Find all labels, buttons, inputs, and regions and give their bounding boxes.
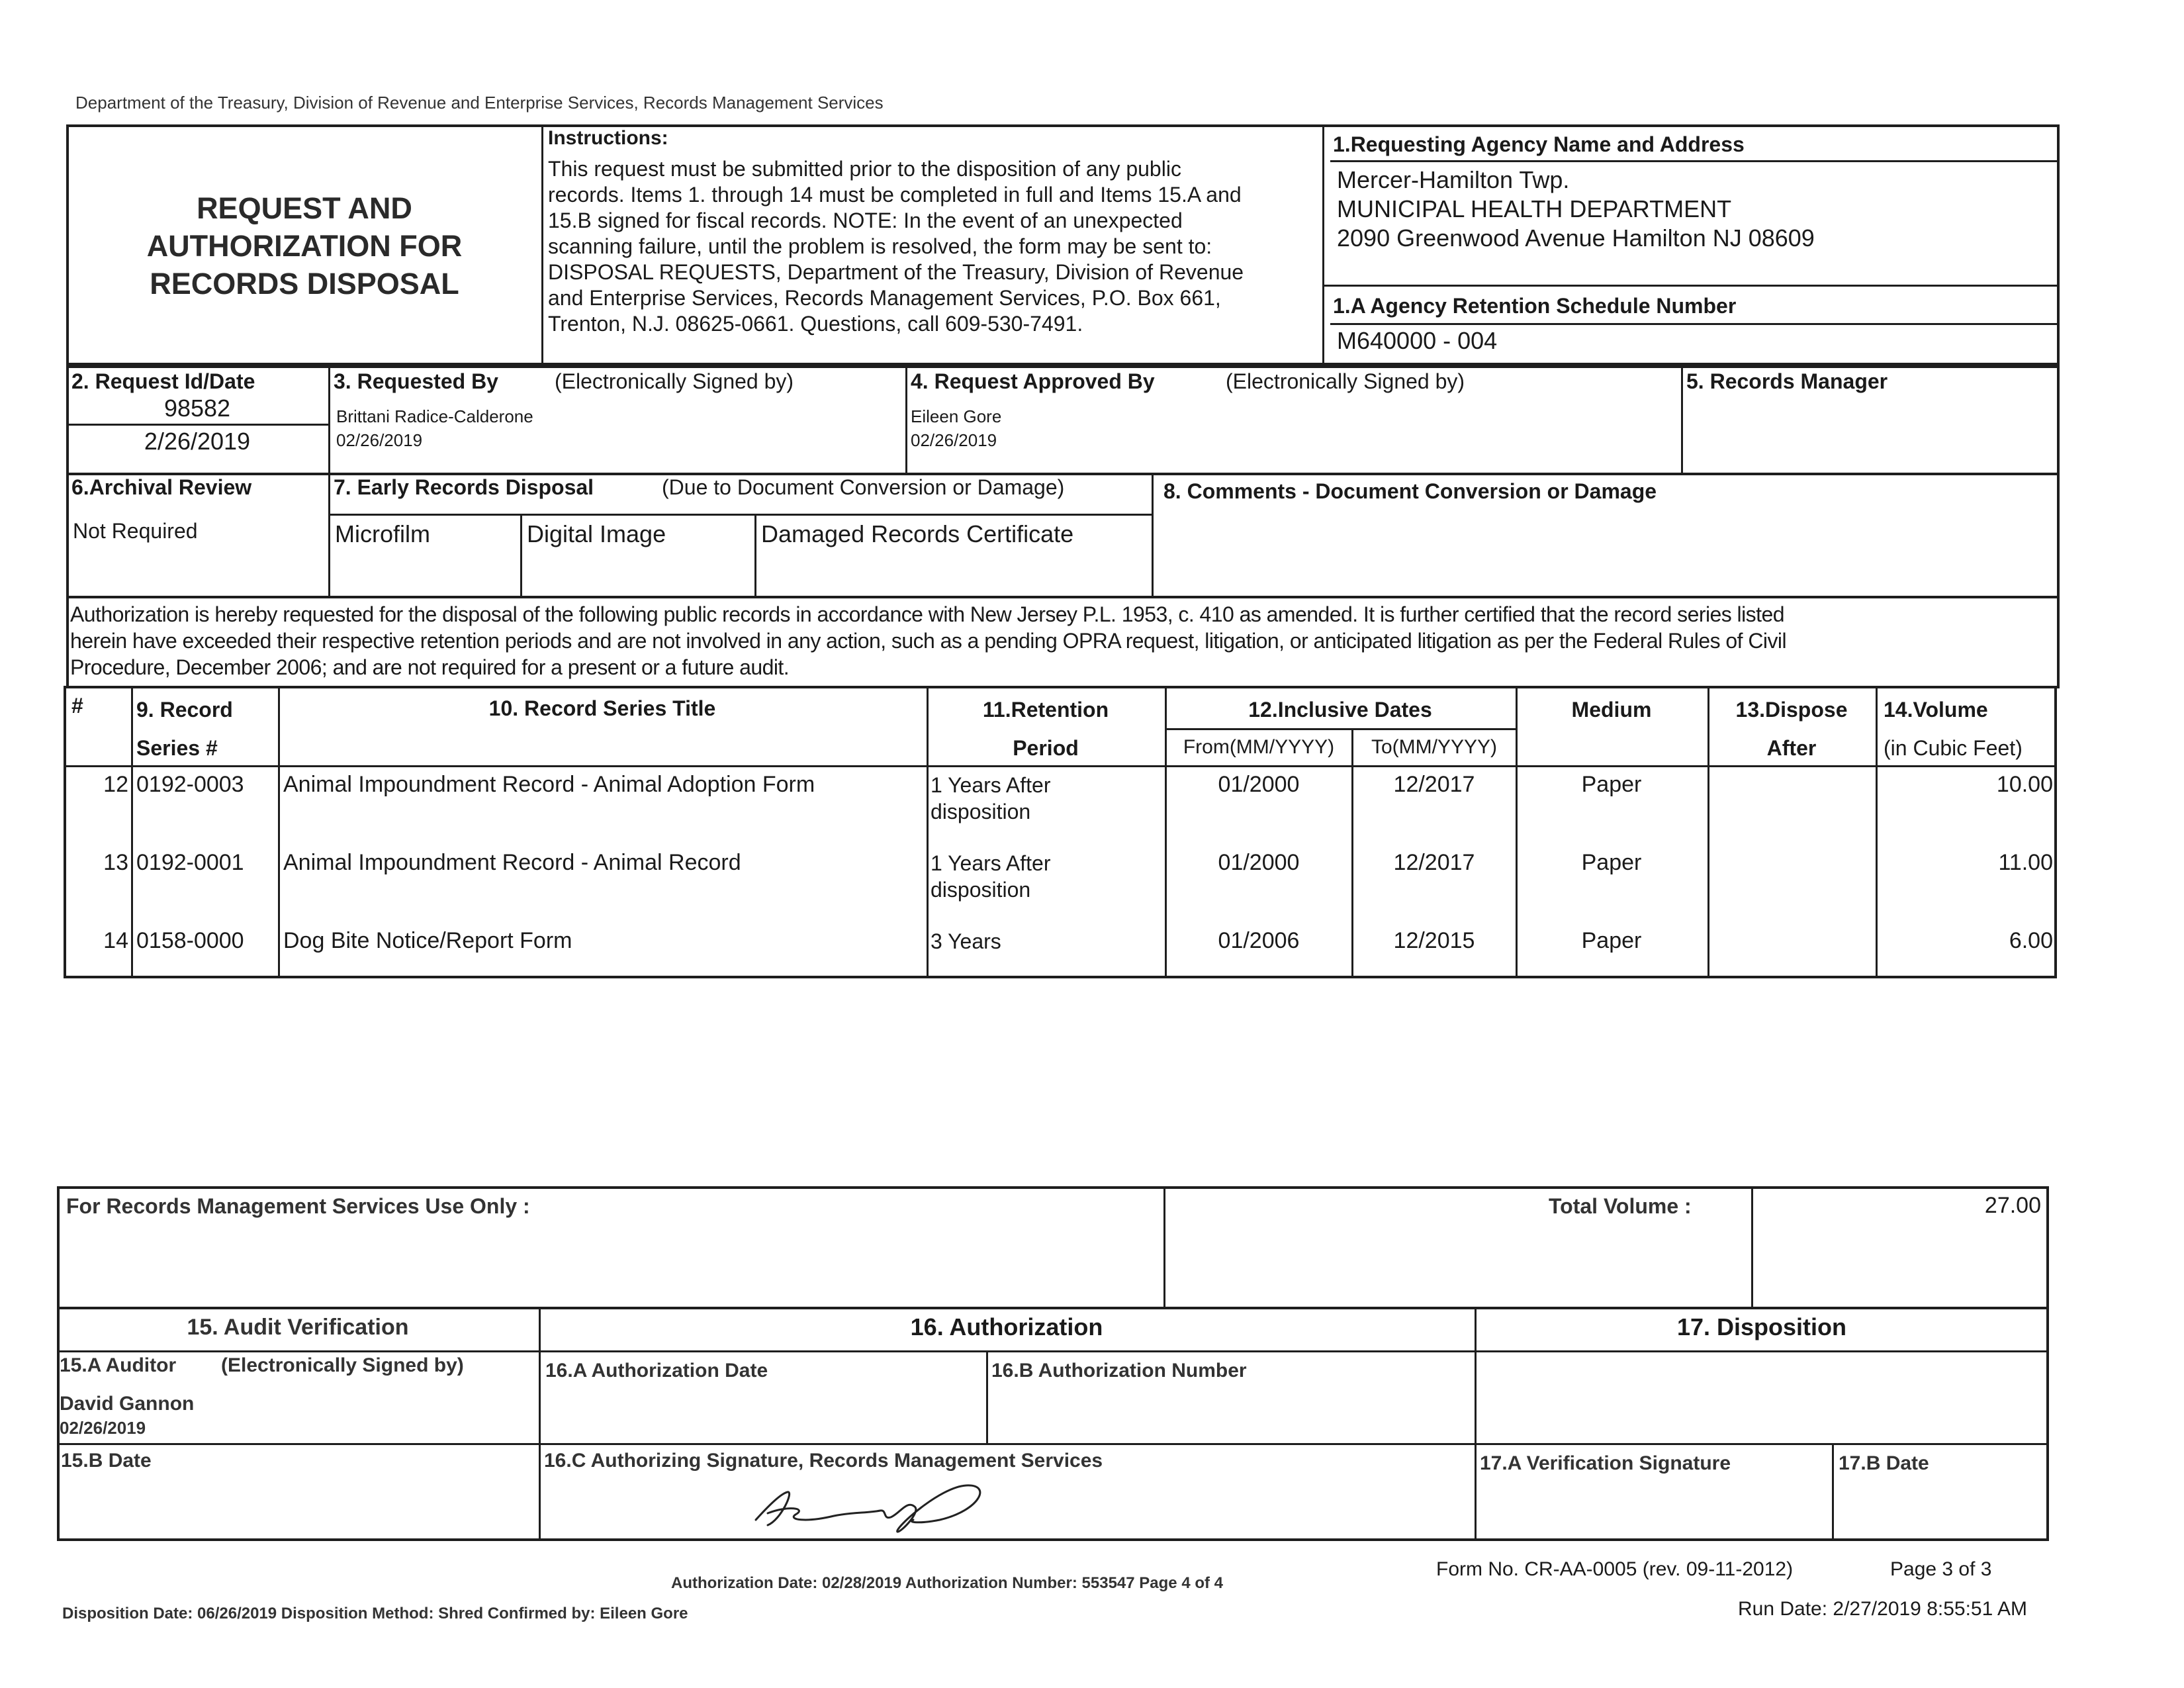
handwritten-signature bbox=[741, 1474, 1019, 1540]
row-num: 13 bbox=[103, 850, 128, 875]
approved-by-name: Eileen Gore bbox=[911, 406, 1002, 426]
row-medium: Paper bbox=[1581, 928, 1642, 953]
row-series: 0158-0000 bbox=[136, 928, 244, 953]
footer-authorization-line: Authorization Date: 02/28/2019 Authorization Number: 553547 Page 4 of 4 bbox=[671, 1574, 1223, 1592]
option-damaged-records-certificate: Damaged Records Certificate bbox=[761, 520, 1074, 547]
row-series: 0192-0003 bbox=[136, 772, 244, 797]
col-header-to: To(MM/YYYY) bbox=[1371, 736, 1498, 758]
row-volume: 10.00 bbox=[1996, 772, 2053, 797]
row-to: 12/2017 bbox=[1393, 850, 1475, 875]
requested-by-esigned: (Electronically Signed by) bbox=[555, 369, 794, 393]
run-date: Run Date: 2/27/2019 8:55:51 AM bbox=[1738, 1598, 2027, 1620]
col-header-volume: 14.Volume bbox=[1884, 698, 1988, 722]
col-header-num: # bbox=[71, 694, 83, 718]
verification-signature-label: 17.A Verification Signature bbox=[1480, 1452, 1731, 1474]
col-header-medium: Medium bbox=[1571, 698, 1652, 722]
schedule-number: M640000 - 004 bbox=[1337, 327, 1498, 354]
col-header-series-2: Series # bbox=[136, 736, 218, 760]
table-row bbox=[64, 924, 2057, 977]
row-to: 12/2015 bbox=[1393, 928, 1475, 953]
row-from: 01/2006 bbox=[1218, 928, 1300, 953]
row-from: 01/2000 bbox=[1218, 772, 1300, 797]
instructions-text: This request must be submitted prior to the disposition of any public records. Items 1. through 14 must be completed in full and Items 15.A and 15.B signed for fiscal records. NOTE: In the event of an unexpected scanning failure, until the problem is resolved, the form may be sent to: DISPOSAL REQUESTS, Department of the Treasury, Division of Revenue and Enterprise Services, Records Management Services, P.O. Box 661, Trenton, N.J. 08625-0661. Questions, call 609-530-7491. bbox=[548, 157, 1244, 336]
auth-date-label: 16.A Authorization Date bbox=[545, 1360, 768, 1382]
row-to: 12/2017 bbox=[1393, 772, 1475, 797]
option-microfilm: Microfilm bbox=[335, 520, 430, 547]
comments-label: 8. Comments - Document Conversion or Damage bbox=[1163, 479, 1657, 503]
row-title: Dog Bite Notice/Report Form bbox=[283, 928, 572, 953]
total-volume-value: 27.00 bbox=[1984, 1193, 2041, 1218]
page-number: Page 3 of 3 bbox=[1890, 1558, 1992, 1580]
auth-number-label: 16.B Authorization Number bbox=[991, 1360, 1247, 1382]
department-header: Department of the Treasury, Division of Revenue and Enterprise Services, Records Management Services bbox=[75, 93, 884, 113]
request-date: 2/26/2019 bbox=[144, 428, 251, 455]
row-retention: 3 Years bbox=[931, 929, 1001, 953]
row-title: Animal Impoundment Record - Animal Adoption Form bbox=[283, 772, 815, 797]
row-title: Animal Impoundment Record - Animal Record bbox=[283, 850, 741, 875]
early-disposal-label: 7. Early Records Disposal bbox=[334, 475, 594, 499]
col-header-dispose: 13.Dispose bbox=[1735, 698, 1848, 722]
option-digital-image: Digital Image bbox=[527, 520, 666, 547]
row-medium: Paper bbox=[1581, 850, 1642, 875]
agency-address: Mercer-Hamilton Twp. MUNICIPAL HEALTH DEPARTMENT 2090 Greenwood Avenue Hamilton NJ 08609 bbox=[1337, 166, 1815, 252]
requested-by-name: Brittani Radice-Calderone bbox=[336, 406, 533, 426]
col-header-retention-2: Period bbox=[1013, 736, 1079, 760]
archival-review-value: Not Required bbox=[73, 519, 198, 543]
col-header-inclusive-dates: 12.Inclusive Dates bbox=[1248, 698, 1432, 722]
row-medium: Paper bbox=[1581, 772, 1642, 797]
auth-signature-label: 16.C Authorizing Signature, Records Management Services bbox=[544, 1450, 1103, 1472]
archival-review-label: 6.Archival Review bbox=[71, 475, 252, 499]
requested-by-label: 3. Requested By bbox=[334, 369, 498, 393]
authorization-label: 16. Authorization bbox=[910, 1313, 1103, 1340]
row-volume: 6.00 bbox=[2009, 928, 2053, 953]
col-header-from: From(MM/YYYY) bbox=[1183, 736, 1335, 758]
row-volume: 11.00 bbox=[1998, 850, 2053, 875]
form-number: Form No. CR-AA-0005 (rev. 09-11-2012) bbox=[1436, 1558, 1794, 1580]
instructions-label: Instructions: bbox=[548, 127, 668, 149]
auditor-esigned: (Electronically Signed by) bbox=[221, 1354, 464, 1376]
records-manager-label: 5. Records Manager bbox=[1686, 369, 1888, 393]
col-header-series: 9. Record bbox=[136, 698, 233, 722]
table-row bbox=[64, 846, 2057, 924]
agency-label: 1.Requesting Agency Name and Address bbox=[1333, 132, 1745, 156]
authorization-section-box bbox=[57, 1307, 2049, 1541]
total-volume-label: Total Volume : bbox=[1549, 1194, 1692, 1218]
auditor-label: 15.A Auditor bbox=[60, 1354, 177, 1376]
row-num: 12 bbox=[103, 772, 128, 797]
disposition-label: 17. Disposition bbox=[1676, 1313, 1847, 1340]
request-id: 98582 bbox=[163, 395, 231, 422]
rms-use-only-label: For Records Management Services Use Only : bbox=[66, 1194, 530, 1218]
row-from: 01/2000 bbox=[1218, 850, 1300, 875]
approved-by-date: 02/26/2019 bbox=[911, 430, 997, 450]
instructions-block bbox=[548, 127, 1319, 337]
approved-by-label: 4. Request Approved By bbox=[911, 369, 1155, 393]
authorization-statement: Authorization is hereby requested for the disposal of the following public records in accordance with New Jersey P.L. 1953, c. 410 as amended. It is further certified that the record series listed herein have exceeded their respective retention periods and are not involved in any action, such as a pending OPRA request, litigation, or anticipated litigation as per the Federal Rules of Civil Procedure, December 2006; and are not required for a present or a future audit. bbox=[70, 602, 1787, 679]
auditor-name: David Gannon bbox=[60, 1393, 195, 1415]
audit-date-label: 15.B Date bbox=[61, 1450, 152, 1472]
early-disposal-note: (Due to Document Conversion or Damage) bbox=[662, 475, 1065, 499]
row-series: 0192-0001 bbox=[136, 850, 244, 875]
footer-disposition-line: Disposition Date: 06/26/2019 Disposition Method: Shred Confirmed by: Eileen Gore bbox=[62, 1605, 688, 1622]
schedule-label: 1.A Agency Retention Schedule Number bbox=[1333, 294, 1737, 318]
row-retention: 1 Years After disposition bbox=[931, 773, 1051, 823]
request-id-label: 2. Request Id/Date bbox=[71, 369, 255, 393]
row-num: 14 bbox=[103, 928, 128, 953]
form-title: REQUEST AND AUTHORIZATION FOR RECORDS DISPOSAL bbox=[146, 191, 463, 301]
col-header-dispose-2: After bbox=[1766, 736, 1817, 760]
requested-by-date: 02/26/2019 bbox=[336, 430, 423, 450]
audit-verification-label: 15. Audit Verification bbox=[187, 1315, 409, 1340]
disposition-date-label: 17.B Date bbox=[1839, 1452, 1929, 1474]
col-header-title: 10. Record Series Title bbox=[488, 696, 716, 720]
row-retention: 1 Years After disposition bbox=[931, 851, 1051, 902]
auditor-date: 02/26/2019 bbox=[60, 1418, 146, 1438]
col-header-volume-2: (in Cubic Feet) bbox=[1884, 736, 2023, 760]
table-row bbox=[64, 768, 2057, 846]
col-header-retention: 11.Retention bbox=[982, 698, 1109, 722]
approved-by-esigned: (Electronically Signed by) bbox=[1226, 369, 1465, 393]
